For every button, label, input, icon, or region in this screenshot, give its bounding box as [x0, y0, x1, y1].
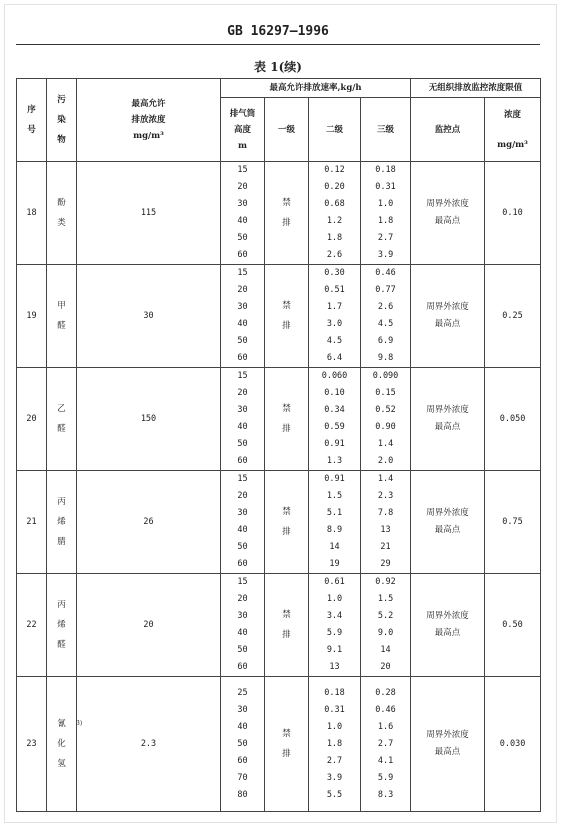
cell-stack-height-value: 40: [237, 525, 248, 535]
cell-level-2-value: 0.51: [324, 285, 345, 295]
header-rule: [16, 44, 540, 45]
level-1-char: 排: [282, 321, 291, 331]
cell-level-2-value: 1.3: [326, 456, 343, 466]
footnote-marker: 3): [76, 720, 83, 727]
cell-stack-height-value: 15: [237, 474, 248, 484]
cell-stack-height-value: 50: [237, 439, 248, 449]
cell-stack-height-value: 50: [237, 233, 248, 243]
cell-stack-height: [221, 265, 265, 368]
cell-level-2: [309, 368, 361, 471]
cell-no: 19: [17, 265, 47, 368]
cell-level-3-value: 0.92: [375, 577, 396, 587]
cell-level-2-value: 14: [329, 542, 340, 552]
monitor-line: 周界外浓度: [426, 611, 469, 621]
header-stack-height: 排气筒 高度 m: [221, 98, 265, 162]
cell-level-3-value: 2.3: [377, 491, 394, 501]
cell-level-3-value: 3.9: [377, 250, 394, 260]
cell-max-concentration: 150: [77, 368, 221, 471]
header-level-2: 二级: [309, 98, 361, 162]
level-1-char: 禁: [282, 729, 291, 739]
header-max-concentration: 最高允许 排放浓度 mg/m³: [77, 79, 221, 162]
cell-level-2-value: 0.91: [324, 439, 345, 449]
table-body: [17, 162, 541, 812]
cell-level-2-value: 0.59: [324, 422, 345, 432]
cell-pollutant: [47, 471, 77, 574]
cell-stack-height-value: 20: [237, 388, 248, 398]
cell-pollutant: [47, 265, 77, 368]
cell-level-2-value: 2.6: [326, 250, 343, 260]
cell-level-2: [309, 162, 361, 265]
emission-limits-table: [16, 78, 541, 812]
cell-level-3-value: 0.46: [375, 268, 396, 278]
cell-level-3-value: 2.7: [377, 233, 394, 243]
cell-max-concentration: 2.3: [77, 677, 221, 812]
cell-concentration: 0.50: [485, 574, 541, 677]
cell-level-3-value: 0.18: [375, 165, 396, 175]
cell-no: 18: [17, 162, 47, 265]
cell-monitor-point: [411, 162, 485, 265]
cell-stack-height-value: 40: [237, 319, 248, 329]
cell-level-2-value: 1.2: [326, 216, 343, 226]
table-row: [17, 471, 541, 574]
pollutant-char: 乙: [57, 404, 66, 414]
level-1-char: 禁: [282, 610, 291, 620]
pollutant-char: 醛: [57, 321, 66, 331]
cell-stack-height-value: 40: [237, 422, 248, 432]
cell-level-3-value: 0.77: [375, 285, 396, 295]
header-row-1: [17, 79, 541, 98]
cell-level-2-value: 0.20: [324, 182, 345, 192]
cell-no: 23: [17, 677, 47, 812]
cell-stack-height-value: 30: [237, 508, 248, 518]
cell-level-1: [265, 677, 309, 812]
cell-level-3-value: 8.3: [377, 789, 394, 800]
cell-level-3-value: 2.7: [377, 738, 394, 749]
header-no: 序 号: [17, 79, 47, 162]
cell-stack-height-value: 30: [237, 704, 248, 715]
cell-stack-height-value: 60: [237, 353, 248, 363]
header-level-3: 三级: [361, 98, 411, 162]
monitor-line: 最高点: [434, 747, 461, 757]
level-1-char: 禁: [282, 198, 291, 208]
cell-level-3-value: 0.090: [372, 371, 399, 381]
cell-pollutant: [47, 368, 77, 471]
cell-level-3-value: 1.5: [377, 594, 394, 604]
cell-level-2: [309, 265, 361, 368]
cell-stack-height: [221, 368, 265, 471]
cell-level-2-value: 0.10: [324, 388, 345, 398]
table-row: [17, 162, 541, 265]
cell-level-3: [361, 368, 411, 471]
cell-level-3-value: 1.8: [377, 216, 394, 226]
cell-stack-height-value: 50: [237, 738, 248, 749]
cell-level-2-value: 5.1: [326, 508, 343, 518]
cell-monitor-point: [411, 574, 485, 677]
cell-monitor-point: [411, 471, 485, 574]
cell-level-2-value: 0.61: [324, 577, 345, 587]
cell-level-2-value: 5.5: [326, 789, 343, 800]
level-1-char: 排: [282, 630, 291, 640]
cell-level-3-value: 5.2: [377, 611, 394, 621]
cell-stack-height-value: 20: [237, 182, 248, 192]
cell-level-1: [265, 265, 309, 368]
cell-no: 22: [17, 574, 47, 677]
pollutant-char: 酚: [57, 198, 66, 208]
cell-level-2-value: 3.4: [326, 611, 343, 621]
cell-level-2-value: 13: [329, 662, 340, 672]
cell-level-1: [265, 574, 309, 677]
cell-stack-height-value: 25: [237, 687, 248, 698]
cell-level-3-value: 0.52: [375, 405, 396, 415]
cell-level-3-value: 7.8: [377, 508, 394, 518]
cell-level-3: [361, 162, 411, 265]
monitor-line: 周界外浓度: [426, 508, 469, 518]
cell-level-3-value: 20: [380, 662, 391, 672]
pollutant-char: 烯: [57, 517, 66, 527]
cell-concentration: 0.75: [485, 471, 541, 574]
cell-stack-height-value: 80: [237, 789, 248, 800]
cell-level-2-value: 5.9: [326, 628, 343, 638]
header-max-rate: 最高允许排放速率,kg/h: [221, 79, 411, 98]
header-monitor-point: 监控点: [411, 98, 485, 162]
pollutant-char: 醛: [57, 424, 66, 434]
document-header: GB 16297—1996: [227, 24, 329, 39]
cell-no: 20: [17, 368, 47, 471]
cell-level-3-value: 1.4: [377, 439, 394, 449]
cell-pollutant: [47, 574, 77, 677]
level-1-char: 禁: [282, 507, 291, 517]
level-1-char: 排: [282, 749, 291, 759]
monitor-line: 周界外浓度: [426, 730, 469, 740]
header-fugitive-limit: 无组织排放监控浓度限值: [411, 79, 541, 98]
pollutant-char: 腈: [57, 537, 66, 547]
cell-concentration: 0.030: [485, 677, 541, 812]
pollutant-char: 烯: [57, 620, 66, 630]
cell-level-3: [361, 265, 411, 368]
cell-stack-height-value: 15: [237, 268, 248, 278]
cell-pollutant: [47, 162, 77, 265]
cell-stack-height-value: 50: [237, 645, 248, 655]
cell-level-2-value: 0.91: [324, 474, 345, 484]
cell-stack-height-value: 60: [237, 755, 248, 766]
cell-stack-height-value: 50: [237, 336, 248, 346]
cell-level-2-value: 1.5: [326, 491, 343, 501]
cell-stack-height-value: 15: [237, 577, 248, 587]
cell-level-3-value: 2.0: [377, 456, 394, 466]
cell-level-1: [265, 471, 309, 574]
cell-level-2-value: 1.8: [326, 738, 343, 749]
monitor-line: 周界外浓度: [426, 199, 469, 209]
cell-stack-height-value: 15: [237, 371, 248, 381]
cell-level-2-value: 2.7: [326, 755, 343, 766]
cell-stack-height: [221, 677, 265, 812]
cell-stack-height-value: 60: [237, 250, 248, 260]
header-pollutant: 污 染 物: [47, 79, 77, 162]
cell-stack-height: [221, 574, 265, 677]
cell-stack-height-value: 50: [237, 542, 248, 552]
cell-stack-height-value: 15: [237, 165, 248, 175]
cell-stack-height-value: 60: [237, 456, 248, 466]
cell-level-2-value: 0.18: [324, 687, 345, 698]
cell-monitor-point: [411, 265, 485, 368]
cell-level-2-value: 6.4: [326, 353, 343, 363]
table-caption: 表 1(续): [254, 60, 302, 74]
cell-max-concentration: 20: [77, 574, 221, 677]
cell-stack-height-value: 20: [237, 285, 248, 295]
table-row: [17, 574, 541, 677]
cell-level-3-value: 0.28: [375, 687, 396, 698]
cell-max-concentration: 26: [77, 471, 221, 574]
cell-level-2: [309, 471, 361, 574]
cell-pollutant: [47, 677, 83, 812]
cell-level-2-value: 0.30: [324, 268, 345, 278]
cell-stack-height-value: 40: [237, 628, 248, 638]
cell-level-2-value: 0.12: [324, 165, 345, 175]
cell-level-3-value: 0.15: [375, 388, 396, 398]
cell-monitor-point: [411, 677, 485, 812]
cell-level-3-value: 5.9: [377, 772, 394, 783]
cell-stack-height-value: 30: [237, 302, 248, 312]
cell-level-3-value: 14: [380, 645, 391, 655]
cell-stack-height-value: 40: [237, 216, 248, 226]
cell-level-2-value: 0.68: [324, 199, 345, 209]
cell-level-3: [361, 471, 411, 574]
cell-stack-height-value: 30: [237, 405, 248, 415]
cell-stack-height: [221, 471, 265, 574]
cell-level-2-value: 0.34: [324, 405, 345, 415]
cell-level-2: [309, 574, 361, 677]
cell-level-1: [265, 162, 309, 265]
cell-level-2-value: 1.8: [326, 233, 343, 243]
cell-level-3-value: 21: [380, 542, 391, 552]
monitor-line: 最高点: [434, 216, 461, 226]
cell-level-3-value: 9.8: [377, 353, 394, 363]
level-1-char: 排: [282, 424, 291, 434]
cell-level-2-value: 19: [329, 559, 340, 569]
level-1-char: 禁: [282, 404, 291, 414]
cell-concentration: 0.25: [485, 265, 541, 368]
cell-level-3-value: 4.1: [377, 755, 394, 766]
level-1-char: 排: [282, 527, 291, 537]
monitor-line: 最高点: [434, 628, 461, 638]
level-1-char: 禁: [282, 301, 291, 311]
pollutant-char: 化: [57, 739, 66, 749]
cell-level-1: [265, 368, 309, 471]
cell-level-3-value: 0.31: [375, 182, 396, 192]
cell-level-2-value: 1.0: [326, 721, 343, 732]
cell-stack-height-value: 70: [237, 772, 248, 783]
cell-level-3-value: 6.9: [377, 336, 394, 346]
cell-level-3-value: 0.90: [375, 422, 396, 432]
header-concentration: 浓度 mg/m³: [485, 98, 541, 162]
monitor-line: 最高点: [434, 319, 461, 329]
monitor-line: 最高点: [434, 422, 461, 432]
cell-level-2-value: 0.060: [321, 371, 348, 381]
pollutant-char: 氰 3): [47, 714, 76, 734]
cell-level-2-value: 1.7: [326, 302, 343, 312]
cell-stack-height-value: 30: [237, 611, 248, 621]
cell-level-3-value: 1.4: [377, 474, 394, 484]
cell-stack-height-value: 20: [237, 594, 248, 604]
cell-level-2-value: 0.31: [324, 704, 345, 715]
cell-level-3-value: 2.6: [377, 302, 394, 312]
cell-stack-height-value: 30: [237, 199, 248, 209]
cell-stack-height-value: 60: [237, 662, 248, 672]
cell-level-3-value: 4.5: [377, 319, 394, 329]
cell-no: 21: [17, 471, 47, 574]
cell-level-2-value: 3.0: [326, 319, 343, 329]
cell-level-3: [361, 677, 411, 812]
pollutant-char: 氢: [57, 759, 66, 769]
cell-level-2-value: 9.1: [326, 645, 343, 655]
cell-level-3-value: 1.0: [377, 199, 394, 209]
cell-level-3-value: 13: [380, 525, 391, 535]
monitor-line: 最高点: [434, 525, 461, 535]
cell-level-2-value: 4.5: [326, 336, 343, 346]
cell-stack-height-value: 20: [237, 491, 248, 501]
pollutant-char: 丙: [57, 497, 66, 507]
cell-concentration: 0.10: [485, 162, 541, 265]
pollutant-char: 醛: [57, 640, 66, 650]
cell-max-concentration: 30: [77, 265, 221, 368]
cell-level-3-value: 0.46: [375, 704, 396, 715]
cell-level-2-value: 3.9: [326, 772, 343, 783]
pollutant-char: 类: [57, 218, 66, 228]
table-row: [17, 265, 541, 368]
pollutant-char: 丙: [57, 600, 66, 610]
cell-level-3: [361, 574, 411, 677]
pollutant-char: 甲: [57, 301, 66, 311]
cell-level-3-value: 1.6: [377, 721, 394, 732]
table-row: [17, 677, 541, 812]
cell-max-concentration: 115: [77, 162, 221, 265]
monitor-line: 周界外浓度: [426, 302, 469, 312]
cell-level-2: [309, 677, 361, 812]
cell-level-2-value: 1.0: [326, 594, 343, 604]
cell-monitor-point: [411, 368, 485, 471]
cell-stack-height-value: 60: [237, 559, 248, 569]
cell-level-2-value: 8.9: [326, 525, 343, 535]
table-row: [17, 368, 541, 471]
cell-concentration: 0.050: [485, 368, 541, 471]
header-level-1: 一级: [265, 98, 309, 162]
level-1-char: 排: [282, 218, 291, 228]
cell-stack-height-value: 40: [237, 721, 248, 732]
cell-level-3-value: 9.0: [377, 628, 394, 638]
cell-level-3-value: 29: [380, 559, 391, 569]
monitor-line: 周界外浓度: [426, 405, 469, 415]
cell-stack-height: [221, 162, 265, 265]
